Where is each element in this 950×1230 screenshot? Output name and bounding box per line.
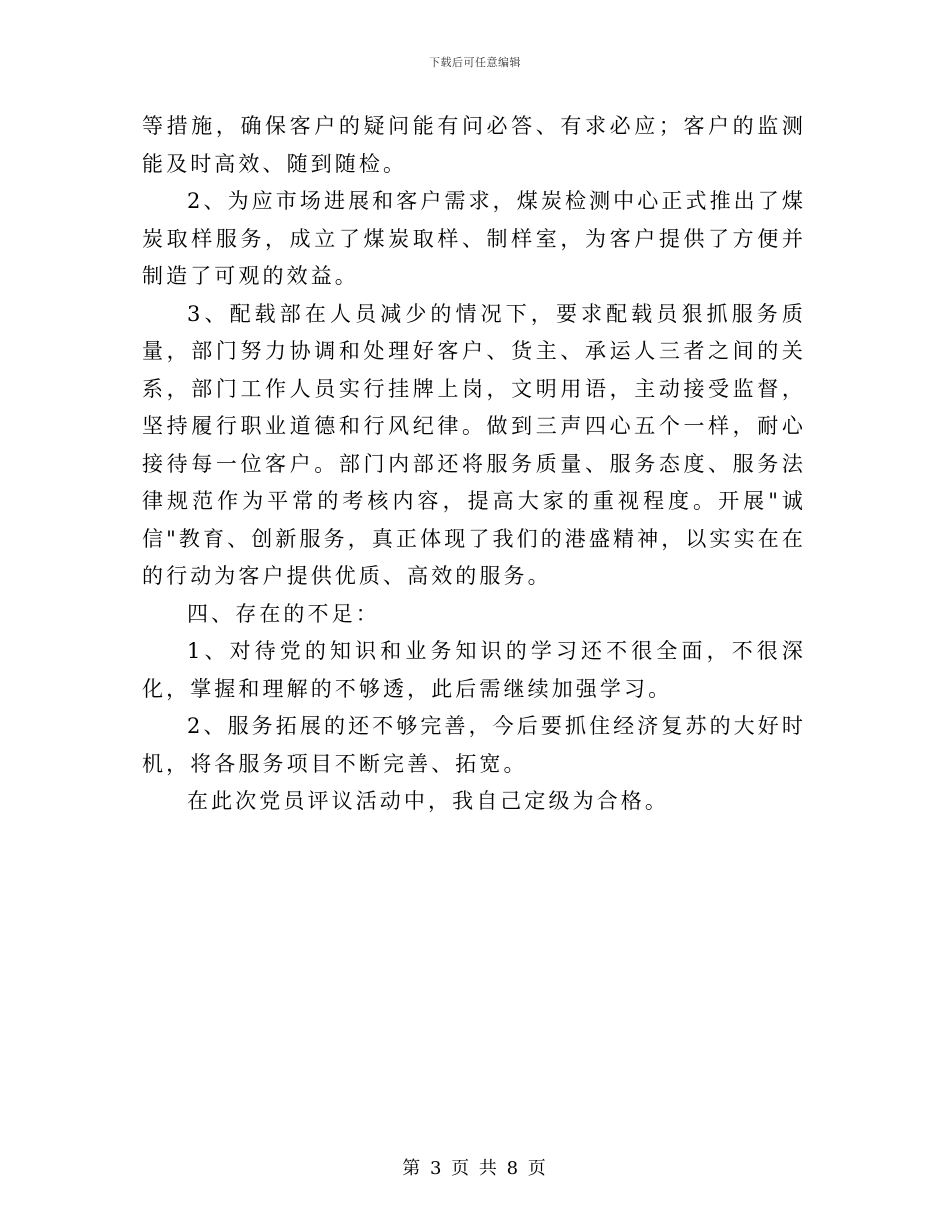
page-footer — [0, 1154, 950, 1180]
document-body — [142, 108, 806, 821]
paragraph-continuation: 等措施，确保客户的疑问能有问必答、有求必应；客户的监测能及时高效、随到随检。 — [142, 114, 806, 176]
paragraph-shortcoming-2: 2、服务拓展的还不够完善，今后要抓住经济复苏的大好时机，将各服务项目不断完善、拓宽。 — [142, 714, 806, 776]
paragraph-item-3: 3、配载部在人员减少的情况下，要求配载员狠抓服务质量，部门努力协调和处理好客户、货主、承运人三者之间的关系，部门工作人员实行挂牌上岗，文明用语，主动接受监督，坚持履行职业道德和行风纪律。做到三声四心五个一样，耐心接待每一位客户。部门内部还将服务质量、服务态度、服务法律规范作为平常的考核内容，提高大家的重视程度。开展"诚信"教育、创新服务，真正体现了我们的港盛精神，以实实在在的行动为客户提供优质、高效的服务。 — [142, 301, 806, 588]
section-heading-shortcomings: 四、存在的不足： — [187, 601, 380, 626]
footer-label-unit-end: 页 — [527, 1158, 548, 1179]
footer-label-page: 第 — [402, 1158, 423, 1179]
footer-label-unit: 页 — [451, 1158, 472, 1179]
paragraph-shortcoming-1: 1、对待党的知识和业务知识的学习还不很全面，不很深化，掌握和理解的不够透，此后需继续加强学习。 — [142, 639, 806, 701]
footer-label-total: 共 — [478, 1158, 499, 1179]
footer-current-page: 3 — [429, 1158, 444, 1179]
header-note: 下载后可任意编辑 — [429, 56, 521, 69]
paragraph-conclusion: 在此次党员评议活动中，我自己定级为合格。 — [187, 789, 669, 813]
paragraph-item-2: 2、为应市场进展和客户需求，煤炭检测中心正式推出了煤炭取样服务，成立了煤炭取样、制样室，为客户提供了方便并制造了可观的效益。 — [142, 189, 806, 288]
footer-total-pages: 8 — [506, 1158, 521, 1179]
